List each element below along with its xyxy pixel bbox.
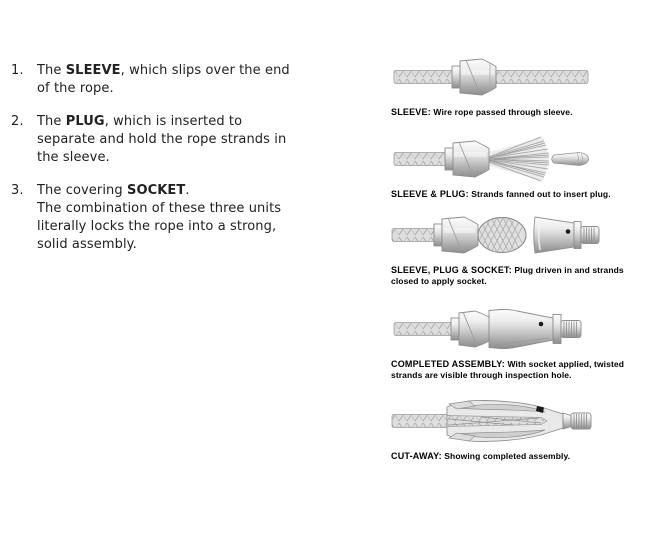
sleeve-drawing bbox=[391, 50, 621, 104]
caption-label: COMPLETED ASSEMBLY: bbox=[391, 359, 505, 369]
step-text-pre: The bbox=[37, 114, 66, 129]
step-text-line2: of the rope. bbox=[37, 81, 114, 96]
step-text bbox=[37, 62, 337, 98]
step-text-pre: The covering bbox=[37, 183, 127, 198]
sleeve-plug-drawing bbox=[391, 132, 621, 186]
step-text-line2: The combination of these three units bbox=[37, 201, 282, 216]
figure-caption bbox=[391, 189, 643, 200]
caption-label: SLEEVE & PLUG: bbox=[391, 189, 469, 199]
caption-label: CUT-AWAY: bbox=[391, 451, 442, 461]
step-text bbox=[37, 113, 337, 167]
completed-assembly-illustration bbox=[391, 302, 621, 356]
cutaway-illustration bbox=[391, 394, 621, 448]
step-number: 3. bbox=[11, 183, 24, 198]
figure-caption bbox=[391, 265, 643, 286]
sleeve-illustration bbox=[391, 50, 621, 104]
caption-text: Strands fanned out to insert plug. bbox=[471, 189, 611, 199]
figure-sleeve-plug-socket bbox=[391, 208, 643, 286]
step-keyword: SOCKET bbox=[126, 183, 186, 198]
sleeve-plug-socket-drawing bbox=[391, 208, 621, 262]
caption-label: SLEEVE: bbox=[391, 107, 431, 117]
sleeve-plug-illustration bbox=[391, 132, 621, 186]
sleeve-plug-socket-illustration bbox=[391, 208, 621, 262]
completed-assembly-drawing bbox=[391, 302, 621, 356]
step-keyword: PLUG bbox=[65, 114, 105, 129]
step-text bbox=[37, 182, 337, 254]
step-text-pre: The bbox=[37, 63, 66, 78]
step-text-rest: . bbox=[185, 183, 190, 198]
step-item-1 bbox=[11, 62, 343, 98]
figure-completed-assembly bbox=[391, 302, 643, 380]
figure-cut-away bbox=[391, 394, 643, 462]
figure-caption bbox=[391, 451, 643, 462]
step-text-line4: solid assembly. bbox=[37, 237, 137, 252]
caption-label: SLEEVE, PLUG & SOCKET: bbox=[391, 265, 512, 275]
step-text-rest: , which is inserted to bbox=[104, 114, 243, 129]
figure-caption bbox=[391, 107, 643, 118]
step-item-3 bbox=[11, 182, 343, 254]
step-text-line2: separate and hold the rope strands in bbox=[37, 132, 287, 147]
caption-text: Plug driven in and strands closed to apply socket. bbox=[391, 265, 624, 286]
step-item-2 bbox=[11, 113, 343, 167]
step-text-line3: the sleeve. bbox=[37, 150, 110, 165]
step-number: 1. bbox=[11, 63, 24, 78]
cutaway-drawing bbox=[391, 394, 621, 448]
steps-list bbox=[11, 62, 343, 269]
caption-text: With socket applied, twisted strands are visible through inspection hole. bbox=[391, 359, 624, 380]
figure-sleeve bbox=[391, 50, 643, 118]
figure-caption bbox=[391, 359, 643, 380]
caption-text: Wire rope passed through sleeve. bbox=[433, 107, 573, 117]
caption-text: Showing completed assembly. bbox=[444, 451, 571, 461]
step-text-rest: , which slips over the end bbox=[120, 63, 290, 78]
step-text-line3: literally locks the rope into a strong, bbox=[37, 219, 277, 234]
step-number: 2. bbox=[11, 114, 24, 129]
step-keyword: SLEEVE bbox=[65, 63, 121, 78]
figure-sleeve-plug bbox=[391, 132, 643, 200]
